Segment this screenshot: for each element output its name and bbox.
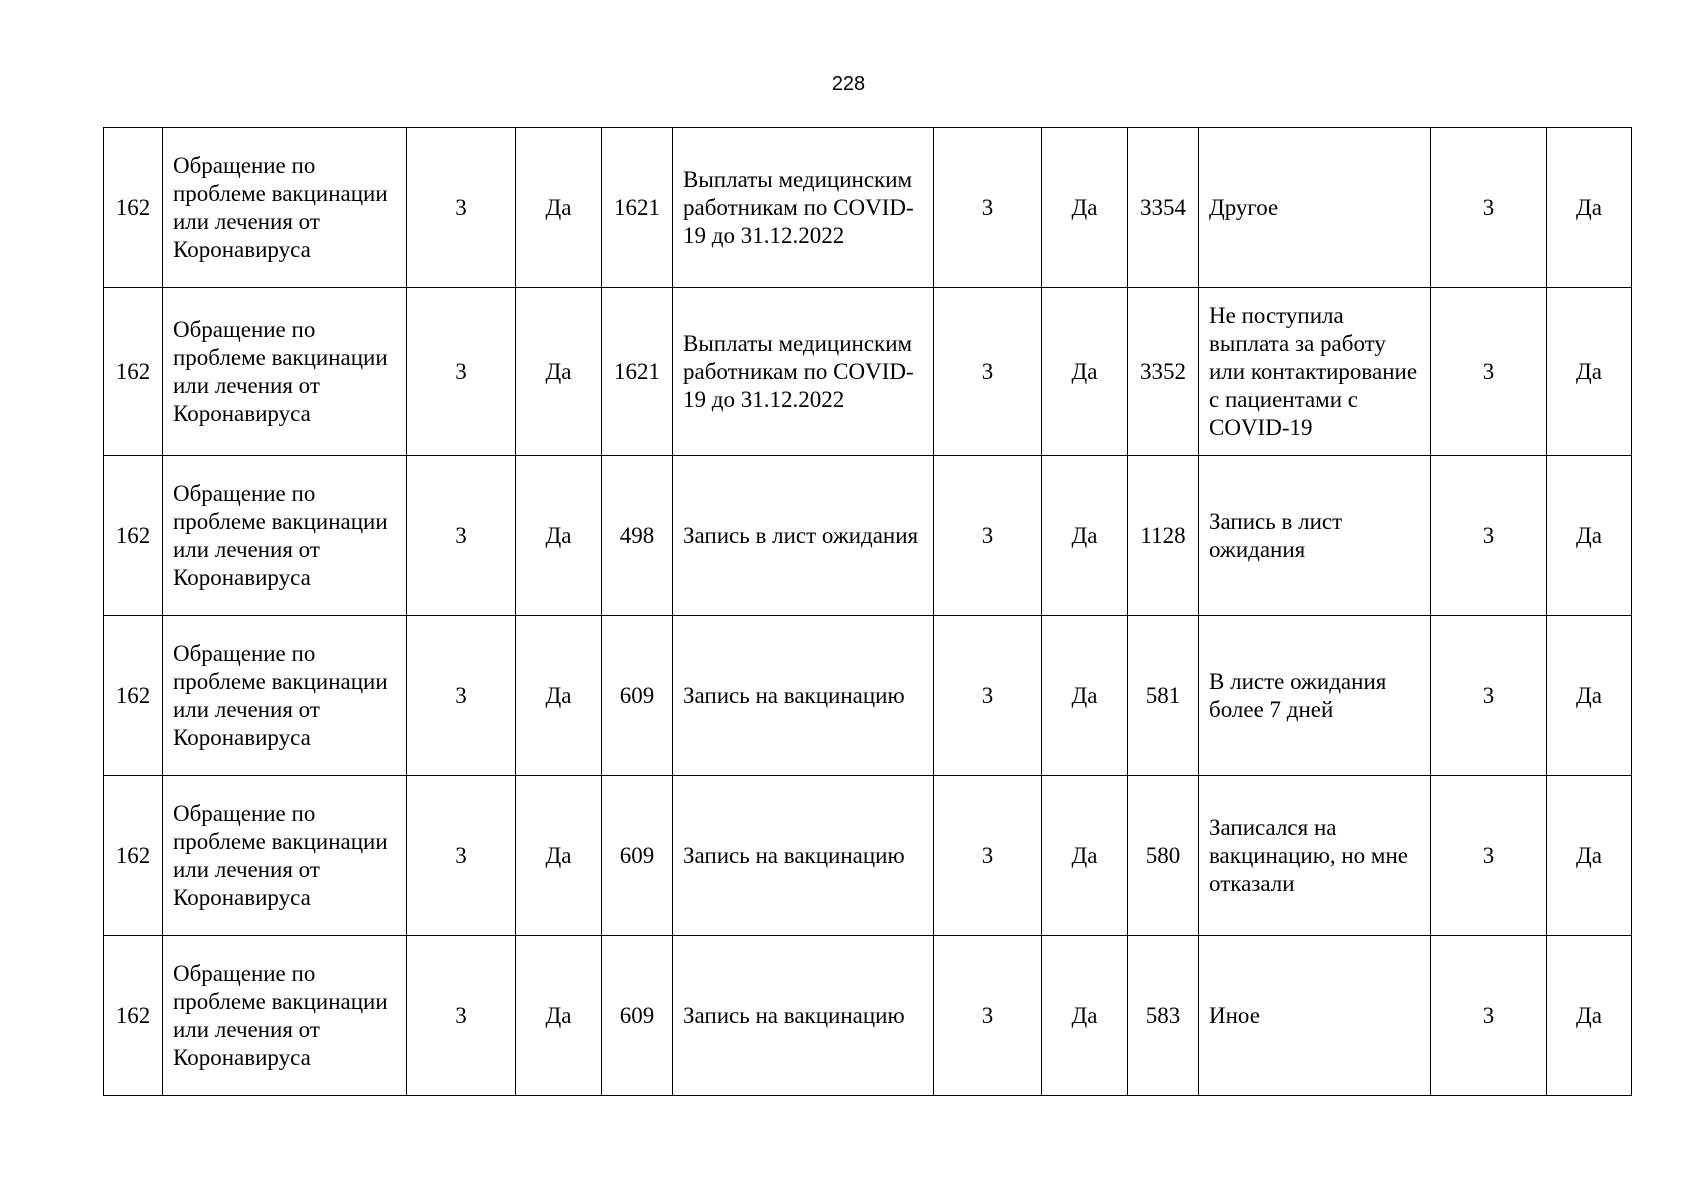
topic-level-cell: 3 — [1431, 616, 1547, 776]
subcategory-code-cell: 609 — [602, 616, 673, 776]
category-flag-cell: Да — [516, 616, 602, 776]
table-row — [104, 936, 1632, 1096]
subcategory-name-cell: Запись на вакцинацию — [673, 936, 934, 1096]
topic-name-cell: Запись в лист ожидания — [1199, 456, 1431, 616]
topic-name-cell: Иное — [1199, 936, 1431, 1096]
topic-code-cell: 3352 — [1128, 288, 1199, 456]
category-level-cell: 3 — [407, 456, 516, 616]
subcategory-flag-cell: Да — [1042, 128, 1128, 288]
topic-code-cell: 581 — [1128, 616, 1199, 776]
category-flag-cell: Да — [516, 456, 602, 616]
topic-flag-cell: Да — [1547, 936, 1632, 1096]
category-name-cell: Обращение по проблеме вакцинации или лечения от Коронавируса — [163, 936, 407, 1096]
subcategory-name-cell: Выплаты медицинским работникам по COVID-19 до 31.12.2022 — [673, 288, 934, 456]
subcategory-code-cell: 1621 — [602, 288, 673, 456]
topic-flag-cell: Да — [1547, 776, 1632, 936]
subcategory-name-cell: Запись на вакцинацию — [673, 776, 934, 936]
subcategory-level-cell: 3 — [934, 616, 1042, 776]
category-flag-cell: Да — [516, 776, 602, 936]
topic-level-cell: 3 — [1431, 776, 1547, 936]
category-name-cell: Обращение по проблеме вакцинации или лечения от Коронавируса — [163, 128, 407, 288]
topic-name-cell: Не поступила выплата за работу или контактирование с пациентами с COVID-19 — [1199, 288, 1431, 456]
subcategory-flag-cell: Да — [1042, 776, 1128, 936]
subcategory-code-cell: 498 — [602, 456, 673, 616]
topic-code-cell: 580 — [1128, 776, 1199, 936]
category-name-cell: Обращение по проблеме вакцинации или лечения от Коронавируса — [163, 456, 407, 616]
category-level-cell: 3 — [407, 616, 516, 776]
topic-level-cell: 3 — [1431, 456, 1547, 616]
subcategory-code-cell: 609 — [602, 776, 673, 936]
table-row — [104, 128, 1632, 288]
topic-flag-cell: Да — [1547, 128, 1632, 288]
page-number: 228 — [831, 73, 866, 95]
topic-name-cell: Другое — [1199, 128, 1431, 288]
category-code-cell: 162 — [104, 128, 163, 288]
subcategory-level-cell: 3 — [934, 456, 1042, 616]
category-level-cell: 3 — [407, 288, 516, 456]
category-code-cell: 162 — [104, 616, 163, 776]
category-level-cell: 3 — [407, 936, 516, 1096]
table-row — [104, 456, 1632, 616]
category-flag-cell: Да — [516, 288, 602, 456]
subcategory-code-cell: 1621 — [602, 128, 673, 288]
subcategory-name-cell: Запись в лист ожидания — [673, 456, 934, 616]
topic-name-cell: Записался на вакцинацию, но мне отказали — [1199, 776, 1431, 936]
category-code-cell: 162 — [104, 288, 163, 456]
category-name-cell: Обращение по проблеме вакцинации или лечения от Коронавируса — [163, 616, 407, 776]
subcategory-flag-cell: Да — [1042, 288, 1128, 456]
subcategory-level-cell: 3 — [934, 288, 1042, 456]
subcategory-level-cell: 3 — [934, 776, 1042, 936]
classifier-table — [103, 127, 1632, 1096]
subcategory-flag-cell: Да — [1042, 456, 1128, 616]
category-name-cell: Обращение по проблеме вакцинации или лечения от Коронавируса — [163, 776, 407, 936]
category-code-cell: 162 — [104, 776, 163, 936]
topic-level-cell: 3 — [1431, 936, 1547, 1096]
category-level-cell: 3 — [407, 776, 516, 936]
subcategory-level-cell: 3 — [934, 128, 1042, 288]
topic-flag-cell: Да — [1547, 616, 1632, 776]
table-row — [104, 288, 1632, 456]
subcategory-name-cell: Выплаты медицинским работникам по COVID-19 до 31.12.2022 — [673, 128, 934, 288]
category-code-cell: 162 — [104, 936, 163, 1096]
topic-flag-cell: Да — [1547, 288, 1632, 456]
table-row — [104, 616, 1632, 776]
category-flag-cell: Да — [516, 936, 602, 1096]
topic-code-cell: 583 — [1128, 936, 1199, 1096]
category-level-cell: 3 — [407, 128, 516, 288]
subcategory-code-cell: 609 — [602, 936, 673, 1096]
topic-code-cell: 3354 — [1128, 128, 1199, 288]
subcategory-level-cell: 3 — [934, 936, 1042, 1096]
topic-code-cell: 1128 — [1128, 456, 1199, 616]
topic-name-cell: В листе ожидания более 7 дней — [1199, 616, 1431, 776]
category-code-cell: 162 — [104, 456, 163, 616]
subcategory-flag-cell: Да — [1042, 616, 1128, 776]
category-name-cell: Обращение по проблеме вакцинации или лечения от Коронавируса — [163, 288, 407, 456]
table-row — [104, 776, 1632, 936]
topic-level-cell: 3 — [1431, 288, 1547, 456]
subcategory-flag-cell: Да — [1042, 936, 1128, 1096]
category-flag-cell: Да — [516, 128, 602, 288]
topic-level-cell: 3 — [1431, 128, 1547, 288]
topic-flag-cell: Да — [1547, 456, 1632, 616]
subcategory-name-cell: Запись на вакцинацию — [673, 616, 934, 776]
